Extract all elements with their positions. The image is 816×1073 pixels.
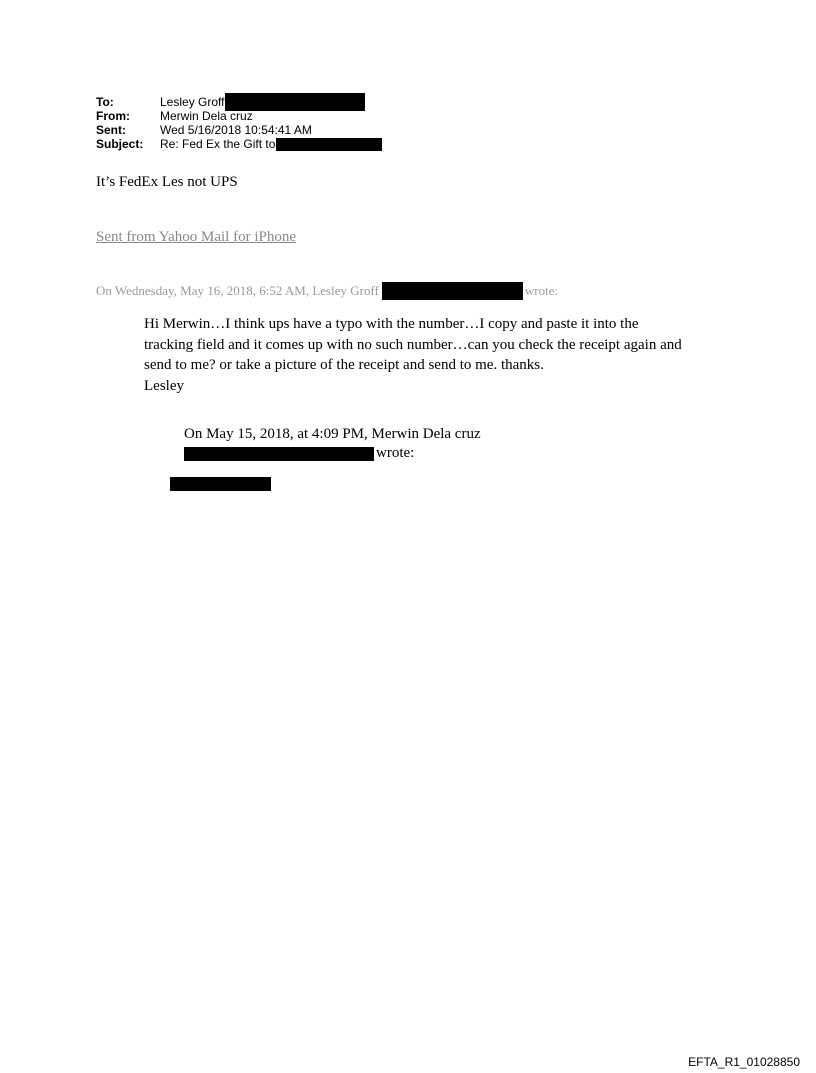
quote-header-prefix: On Wednesday, May 16, 2018, 6:52 AM, Lesley Groff [96, 283, 379, 298]
redaction-block [184, 447, 374, 461]
signature-link[interactable]: Sent from Yahoo Mail for iPhone [96, 229, 296, 245]
document-id: EFTA_R1_01028850 [688, 1055, 800, 1069]
email-header [96, 95, 382, 151]
header-from-row [96, 109, 382, 123]
header-to-row [96, 95, 382, 109]
message-body: It’s FedEx Les not UPS [96, 174, 238, 190]
from-value: Merwin Dela cruz [160, 109, 253, 123]
redaction-block [170, 477, 271, 491]
to-value: Lesley Groff [160, 95, 225, 109]
subject-label: Subject: [96, 137, 144, 151]
redaction-block [382, 282, 523, 300]
header-subject-row [96, 137, 382, 151]
inner-quote-suffix: wrote: [376, 445, 415, 461]
from-label: From: [96, 109, 130, 123]
subject-value: Re: Fed Ex the Gift to [160, 137, 276, 151]
quote-header-suffix: wrote: [524, 283, 559, 298]
quoted-message-signoff: Lesley [144, 377, 184, 394]
to-label: To: [96, 95, 114, 109]
sent-value: Wed 5/16/2018 10:54:41 AM [160, 123, 312, 137]
redaction-block [276, 138, 382, 151]
inner-quote [184, 425, 481, 463]
sent-label: Sent: [96, 123, 126, 137]
quoted-message [144, 314, 684, 396]
inner-quote-line1: On May 15, 2018, at 4:09 PM, Merwin Dela cruz [184, 426, 481, 442]
quoted-message-text: Hi Merwin…I think ups have a typo with the number…I copy and paste it into the tracking field and it comes up with no such number…can you check the receipt again and send to me? or take a picture of the receipt and send to me. thanks. [144, 316, 682, 373]
quote-header [96, 282, 558, 300]
header-sent-row [96, 123, 382, 137]
